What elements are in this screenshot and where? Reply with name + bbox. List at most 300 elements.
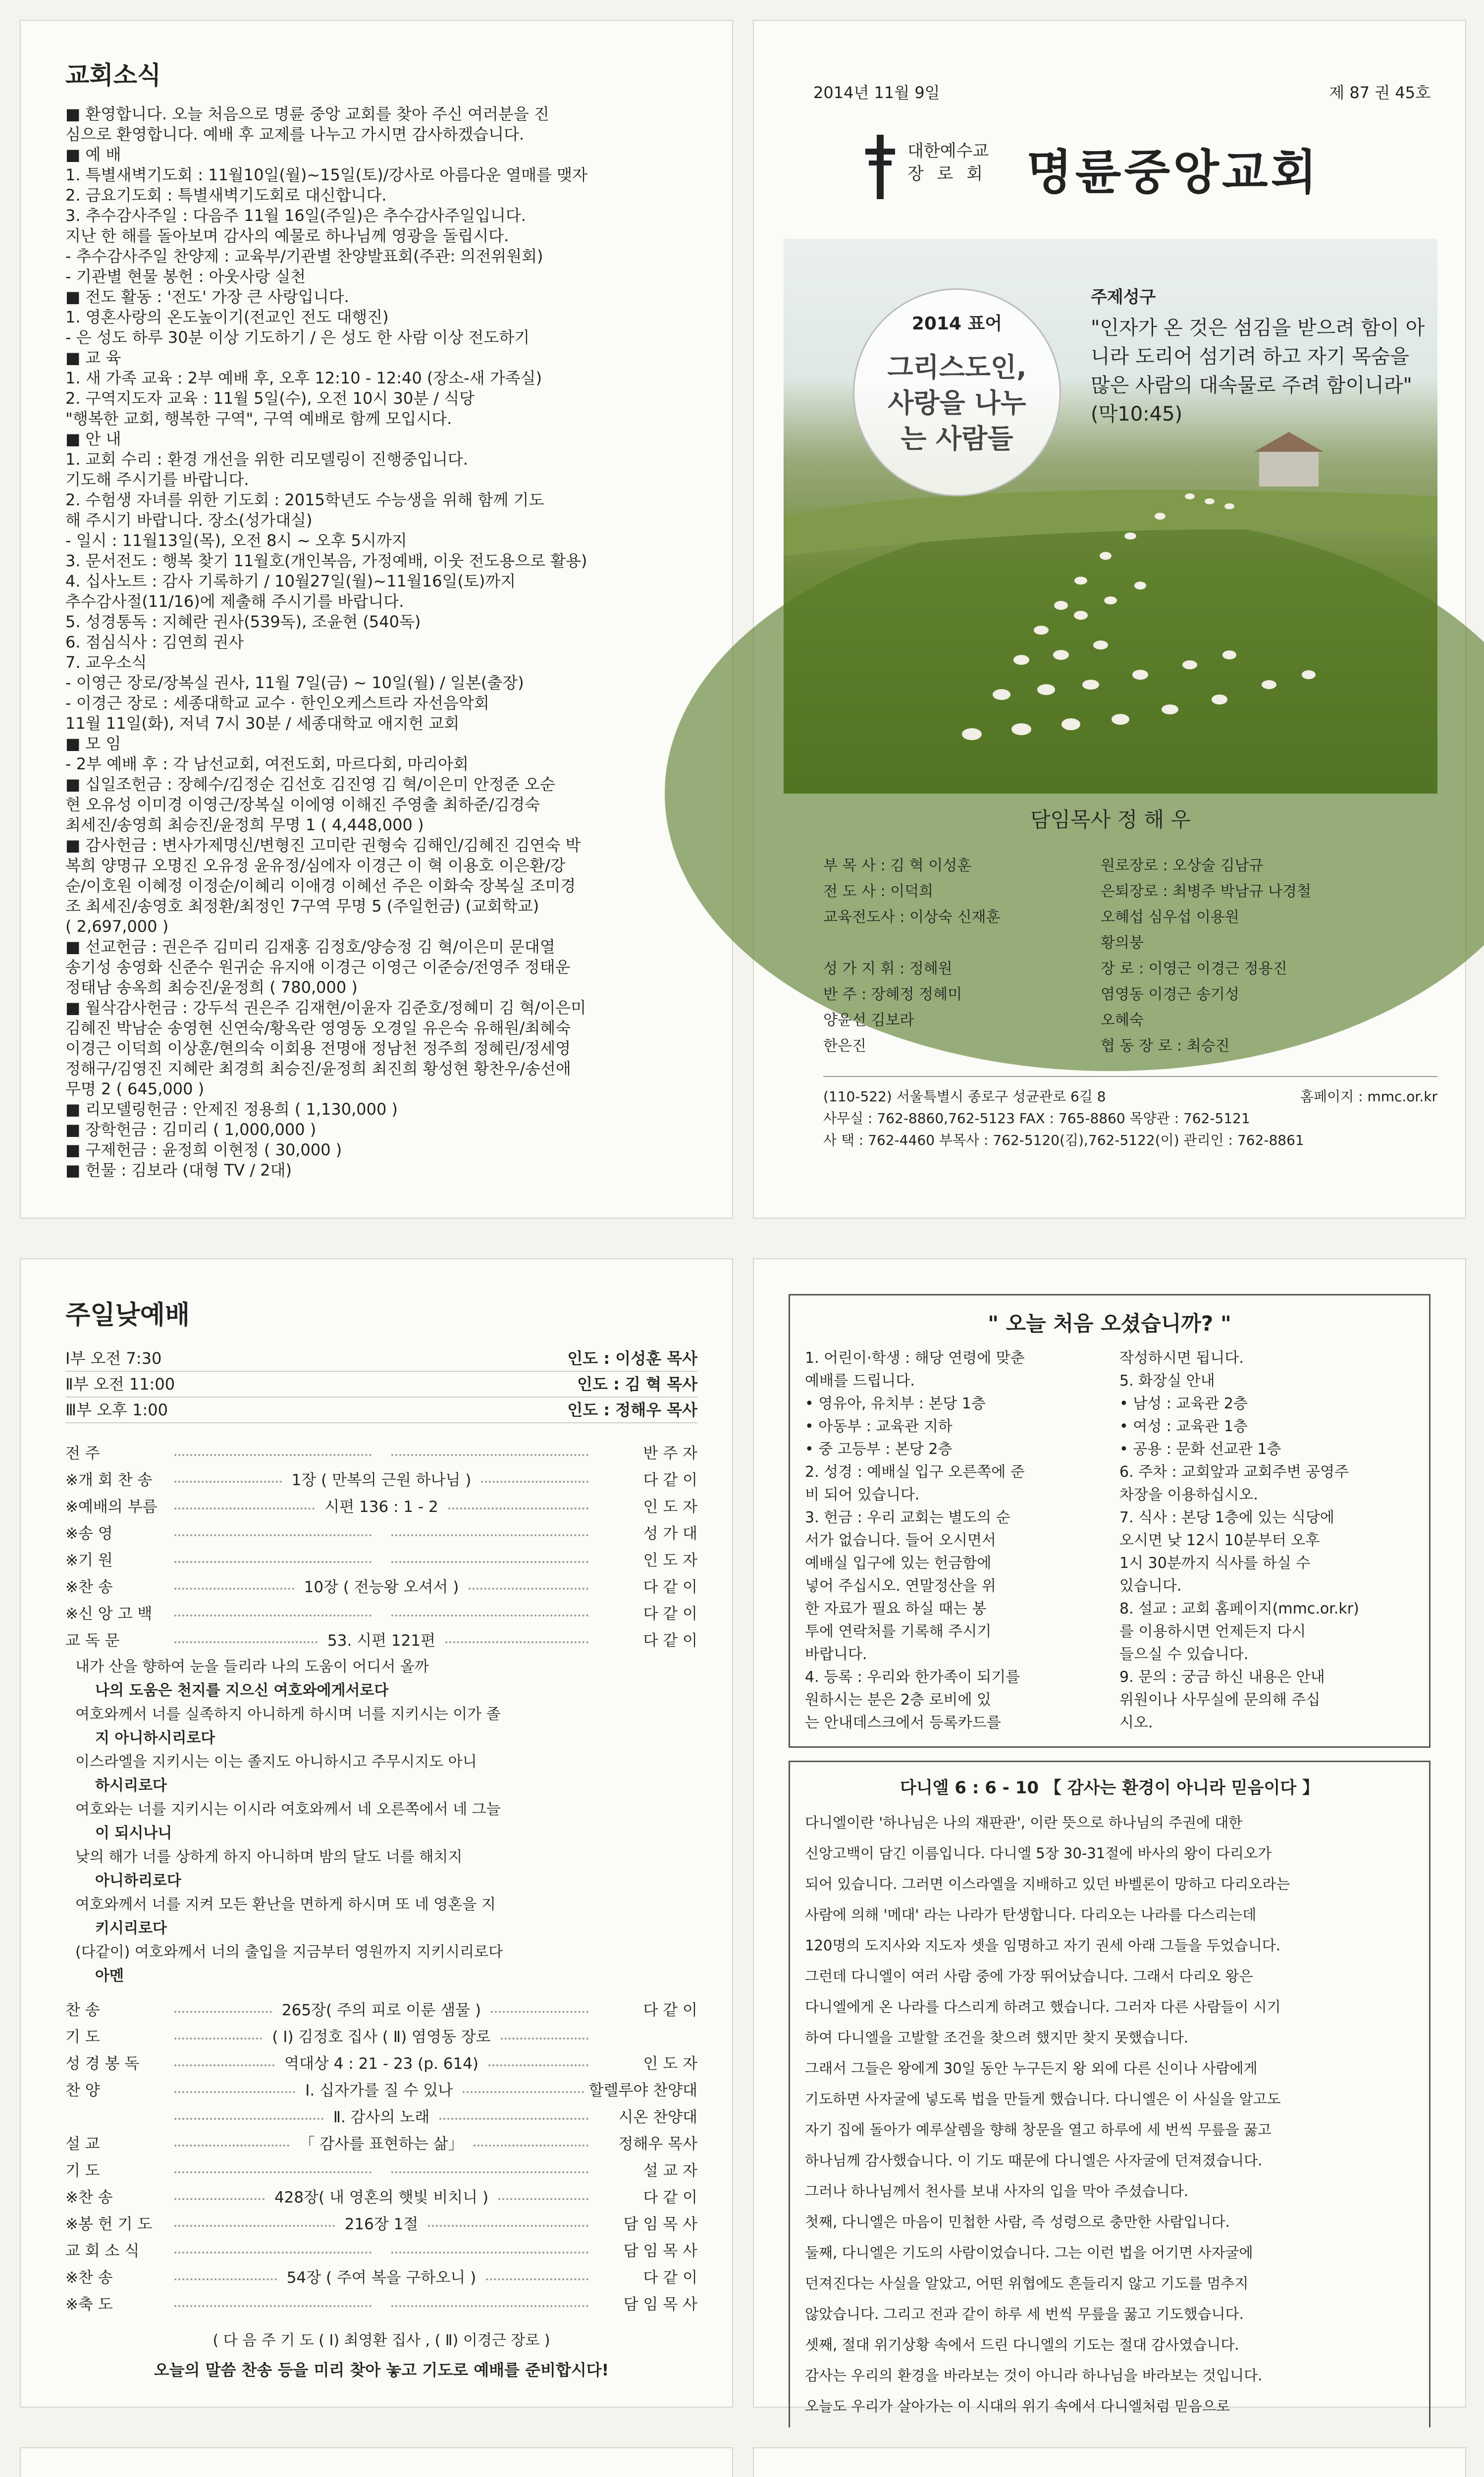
order-item: ※축 도 (65, 2296, 113, 2314)
responsive-line: 내가 산을 향하여 눈을 들리라 나의 도움이 어디서 올까 (75, 1658, 429, 1675)
church-news-line: 심으로 환영합니다. 예배 후 교제를 나누고 가시면 감사하겠습니다. (65, 125, 525, 144)
church-news-line: ■ 모 임 (65, 734, 121, 753)
church-news-line: ■ 장학헌금 : 김미리 ( 1,000,000 ) (65, 1120, 317, 1139)
church-news-line: ■ 월삭감사헌금 : 강두석 권은주 김재현/이윤자 김준호/정혜미 김 혁/이은미 (65, 998, 586, 1017)
church-news-line: - 2부 예배 후 : 각 남선교회, 여전도회, 마르다회, 마리아회 (65, 754, 469, 773)
welcome-item: 바랍니다. (805, 1646, 867, 1663)
church-news-line: 1. 교회 수리 : 환경 개선을 위한 리모델링이 진행중입니다. (65, 450, 468, 469)
order-item: 전 주 (65, 1445, 100, 1462)
church-news-line: ■ 선교헌금 : 권은주 김미리 김재홍 김정호/양승정 김 혁/이은미 문대열 (65, 937, 555, 956)
denomination-line2: 장 로 회 (907, 164, 987, 184)
welcome-item: 9. 문의 : 궁금 하신 내용은 안내 (1119, 1669, 1325, 1686)
order-row (65, 1543, 697, 1570)
responsive-reading (75, 1655, 697, 1988)
responsive-line: 아니하리로다 (95, 1872, 181, 1889)
sunday-worship-title: 주일낮예배 (65, 1300, 190, 1330)
sermon-line: 셋째, 절대 위기상황 속에서 드린 다니엘의 기도는 절대 감사였습니다. (805, 2336, 1239, 2353)
welcome-item: • 공용 : 문화 선교관 1층 (1119, 1441, 1281, 1458)
leader-dots (391, 2252, 588, 2254)
order-of-worship-1 (65, 1436, 697, 1650)
order-item: 설 교 (65, 2135, 100, 2153)
responsive-line: 여호와께서 너를 실족하지 아니하게 하시며 너를 지키시는 이가 졸 (75, 1706, 501, 1723)
welcome-item: 8. 설교 : 교회 홈페이지(mmc.or.kr) (1119, 1600, 1359, 1617)
order-item: 교 독 문 (65, 1632, 120, 1650)
welcome-item: 4. 등록 : 우리와 한가족이 되기를 (805, 1669, 1020, 1686)
bulletin-sheet-2 (0, 1238, 1484, 2427)
order-person: 시온 찬양대 (618, 2108, 697, 2126)
church-news-line: 기도해 주시기를 바랍니다. (65, 470, 249, 489)
church-news-line: 1. 새 가족 교육 : 2부 예배 후, 오후 12:10 - 12:40 (장소-새 가족실) (65, 369, 542, 387)
order-item: ※신 앙 고 백 (65, 1605, 153, 1623)
welcome-item: 1. 어린이·학생 : 해당 연령에 맞춘 (805, 1349, 1025, 1367)
order-detail: 1장 ( 만복의 근원 하나님 ) (291, 1471, 472, 1489)
order-row (65, 2154, 697, 2180)
church-news-line: ■ 헌물 : 김보라 (대형 TV / 2대) (65, 1161, 292, 1180)
order-person: 할렐루야 찬양대 (588, 2082, 697, 2100)
order-detail: 역대상 4 : 21 - 23 (p. 614) (284, 2055, 478, 2073)
leader-dots (174, 2118, 323, 2120)
leader-dots (391, 1561, 588, 1563)
church-news-line: - 일시 : 11월13일(목), 오전 8시 ~ 오후 5시까지 (65, 531, 407, 550)
leader-dots (174, 2011, 272, 2013)
church-news-line: 해 주시기 바랍니다. 장소(성가대실) (65, 511, 313, 530)
order-row (65, 2127, 697, 2154)
leader-dots (488, 2064, 588, 2066)
order-detail: 428장( 내 영혼의 햇빛 비치니 ) (274, 2189, 489, 2207)
welcome-left-list (805, 1347, 1100, 1734)
church-homepage: 홈페이지 : mmc.or.kr (1300, 1088, 1437, 1105)
leader-dots (469, 1588, 588, 1590)
order-detail: Ⅰ. 십자가를 질 수 있나 (305, 2082, 453, 2100)
order-row (65, 1463, 697, 1490)
order-item: ※예배의 부름 (65, 1498, 158, 1516)
responsive-line: 지 아니하시리로다 (95, 1729, 215, 1747)
staff-left: 성 가 지 휘 : 정혜원 (823, 960, 953, 977)
sermon-line: 신앙고백이 담긴 이름입니다. 다니엘 5장 30-31절에 바사의 왕이 다리오가 (805, 1845, 1272, 1862)
church-news-line: 6. 점심식사 : 김연희 권사 (65, 633, 244, 651)
staff-list (823, 853, 1418, 1059)
welcome-item: 한 자료가 필요 하실 때는 봉 (805, 1600, 987, 1617)
order-person: 다 같 이 (643, 1632, 698, 1650)
church-news-line: 2. 수험생 자녀를 위한 기도회 : 2015학년도 수능생을 위해 함께 기도 (65, 490, 544, 509)
sermon-line: 하나님께 감사했습니다. 이 기도 때문에 다니엘은 사자굴에 던져졌습니다. (805, 2152, 1263, 2169)
welcome-item: 를 이용하시면 언제든지 다시 (1119, 1623, 1306, 1640)
leader-dots (491, 2011, 588, 2013)
staff-row (823, 982, 1418, 1008)
order-person: 설 교 자 (643, 2162, 697, 2180)
leader-dots (174, 1641, 318, 1643)
order-item: ※개 회 찬 송 (65, 1471, 153, 1489)
responsive-line: 이 되시나니 (95, 1825, 172, 1842)
welcome-item: 2. 성경 : 예배실 입구 오른쪽에 준 (805, 1463, 1025, 1481)
leader-dots (391, 1534, 588, 1536)
staff-right: 염영동 이경근 송기성 (1101, 986, 1239, 1003)
leader-dots (439, 2118, 588, 2120)
leader-dots (445, 1641, 588, 1643)
sermon-line: 다니엘에게 온 나라를 다스리게 하려고 했습니다. 그러자 다른 사람들이 시기 (805, 1998, 1281, 2015)
staff-left: 부 목 사 : 김 혁 이성훈 (823, 857, 972, 874)
responsive-line: (다같이) 여호와께서 너의 출입을 지금부터 영원까지 지키시리로다 (75, 1943, 503, 1961)
service-row (65, 1398, 697, 1423)
welcome-item: 투에 연락처를 기록해 주시기 (805, 1623, 992, 1640)
welcome-item: 5. 화장실 안내 (1119, 1372, 1215, 1390)
church-news-line: ■ 리모델링헌금 : 안제진 정용희 ( 1,130,000 ) (65, 1100, 398, 1119)
leader-dots (174, 1454, 371, 1456)
senior-pastor: 담임목사 정 해 우 (1030, 808, 1191, 832)
leader-dots (174, 1588, 294, 1590)
responsive-line: 여호와는 너를 지키시는 이시라 여호와께서 네 오른쪽에서 네 그늘 (75, 1801, 501, 1818)
responsive-line: 여호와께서 너를 지켜 모든 환난을 면하게 하시며 또 네 영혼을 지 (75, 1896, 496, 1913)
church-news-line: 현 오유성 이미경 이영근/장복실 이에영 이해진 주영출 최하준/김경숙 (65, 795, 540, 814)
staff-left: 교육전도사 : 이상숙 신재훈 (823, 909, 1001, 926)
order-detail: 시편 136 : 1 - 2 (324, 1498, 438, 1516)
welcome-item: 예배를 드립니다. (805, 1372, 915, 1390)
church-news-line: 최세진/송영희 최승진/윤정희 무명 1 ( 4,448,000 ) (65, 815, 424, 834)
next-week-prayer: ( 다 음 주 기 도 ( Ⅰ) 최영환 집사 , ( Ⅱ) 이경근 장로 ) (212, 2332, 550, 2349)
welcome-item: 원하시는 분은 2층 로비에 있 (805, 1691, 992, 1709)
church-news-line: 4. 십사노트 : 감사 기록하기 / 10월27일(월)~11월16일(토)까지 (65, 572, 516, 591)
motto-year: 2014 표어 (911, 314, 1003, 334)
staff-right: 협 동 장 로 : 최승진 (1101, 1037, 1230, 1055)
order-row (65, 2100, 697, 2127)
responsive-line: 이스라엘을 지키시는 이는 졸지도 아니하시고 주무시지도 아니 (75, 1753, 477, 1771)
service-leader: 인도 : 이성훈 목사 (567, 1349, 697, 1368)
church-news-line: - 기관별 현물 봉헌 : 아웃사랑 실천 (65, 267, 306, 286)
church-news-list (65, 104, 702, 1181)
staff-right: 오혜섭 심우섭 이용원 (1101, 909, 1239, 926)
church-news-line: 5. 성경통독 : 지혜란 권사(539독), 조윤현 (540독) (65, 612, 421, 631)
welcome-item: 비 되어 있습니다. (805, 1486, 920, 1504)
church-news-line: 조 최세진/송영호 최정환/최정인 7구역 무명 5 (주일헌금) (교회학교) (65, 897, 539, 915)
order-item: ※봉 헌 기 도 (65, 2215, 153, 2233)
church-news-line: ■ 안 내 (65, 430, 121, 448)
sermon-line: 그러나 하나님께서 천사를 보내 사자의 입을 막아 주셨습니다. (805, 2183, 1189, 2200)
welcome-item: • 중 고등부 : 본당 2층 (805, 1441, 953, 1458)
service-leader: 인도 : 정해우 목사 (567, 1400, 697, 1419)
order-of-worship-2 (65, 1993, 697, 2314)
leader-dots (448, 1508, 588, 1509)
order-row (65, 1623, 697, 1650)
order-detail: ( Ⅰ) 김정호 집사 ( Ⅱ) 염영동 장로 (272, 2028, 491, 2046)
leader-dots (174, 2145, 289, 2147)
responsive-line: 아멘 (95, 1967, 124, 1985)
church-news-line: 지난 한 해를 돌아보며 감사의 예물로 하나님께 영광을 돌립시다. (65, 226, 509, 245)
staff-right: 장 로 : 이영근 이경근 정용진 (1101, 960, 1287, 977)
church-news-line: 송기성 송영화 신준수 원귀순 유지애 이경근 이영근 이준승/전영주 정태운 (65, 958, 571, 976)
leader-dots (501, 2038, 588, 2040)
sermon-line: 그런데 다니엘이 여러 사람 중에 가장 뛰어났습니다. 그래서 다리오 왕은 (805, 1968, 1253, 1985)
sermon-summary-title: 다니엘 6 : 6 - 10 【 감사는 환경이 아니라 믿음이다 】 (900, 1778, 1320, 1798)
leader-dots (481, 1481, 588, 1483)
leader-dots (174, 1615, 371, 1616)
welcome-item: 1시 30분까지 식사를 하실 수 (1119, 1555, 1311, 1572)
order-person: 담 임 목 사 (623, 2296, 697, 2314)
sermon-line: 기도하면 사자굴에 넣도록 법을 만들게 했습니다. 다니엘은 이 사실을 알고도 (805, 2091, 1281, 2107)
church-news-line: 3. 추수감사주일 : 다음주 11월 16일(주일)은 추수감사주일입니다. (65, 206, 526, 225)
church-name: 명륜중앙교회 (1026, 145, 1320, 200)
leader-dots (174, 1534, 371, 1536)
staff-left (823, 930, 1101, 956)
sermon-line: 첫째, 다니엘은 마음이 민첩한 사람, 즉 성령으로 충만한 사람입니다. (805, 2213, 1230, 2230)
welcome-item: 작성하시면 됩니다. (1119, 1349, 1244, 1367)
sermon-line: 다니엘이란 '하나님은 나의 재판관', 이란 뜻으로 하나님의 주권에 대한 (805, 1814, 1243, 1831)
service-part: Ⅰ부 오전 7:30 (65, 1349, 162, 1368)
church-news-line: ■ 감사헌금 : 변사가제명신/변형진 고미란 권형숙 김해인/김혜진 김연숙 박 (65, 836, 581, 855)
sermon-line: 던져진다는 사실을 알았고, 어떤 위협에도 흔들리지 않고 기도를 멈추지 (805, 2275, 1249, 2292)
theme-verse: "인자가 온 것은 섬김을 받으려 함이 아니라 도리어 섬기려 하고 자기 목숨을 많은 사람의 대속물로 주려 함이니라" (막10:45) (1091, 317, 1425, 426)
welcome-item: • 아동부 : 교육관 지하 (805, 1418, 953, 1435)
order-item: 찬 양 (65, 2082, 100, 2100)
staff-right: 오혜숙 (1101, 1012, 1144, 1029)
staff-row (823, 879, 1418, 905)
church-news-line: - 추수감사주일 찬양제 : 교육부/기관별 찬양발표회(주관: 의전위원회) (65, 247, 543, 266)
welcome-item: 넣어 주십시오. 연말정산을 위 (805, 1577, 996, 1595)
sermon-line: 120명의 도지사와 지도자 셋을 임명하고 자기 권세 아래 그들을 두었습니다. (805, 1937, 1280, 1954)
church-news-line: - 은 성도 하루 30분 이상 기도하기 / 은 성도 한 사람 이상 전도하기 (65, 328, 530, 347)
church-news-line: 7. 교우소식 (65, 653, 147, 672)
order-row (65, 2020, 697, 2046)
leader-dots (174, 2225, 335, 2227)
responsive-line: 키시리로다 (95, 1920, 167, 1937)
bulletin-sheet-3 (0, 2427, 1484, 2477)
bulletin-date: 2014년 11월 9일 (813, 83, 940, 102)
welcome-item: 3. 헌금 : 우리 교회는 별도의 순 (805, 1509, 1010, 1526)
church-news-line: 3. 문서전도 : 행복 찾기 11월호(개인복음, 가정예배, 이웃 전도용으로 활용) (65, 551, 587, 570)
order-item: 기 도 (65, 2028, 100, 2046)
order-row (65, 2180, 697, 2207)
leader-dots (391, 1615, 588, 1616)
staff-row (823, 1008, 1418, 1033)
welcome-item: • 영유아, 유치부 : 본당 1층 (805, 1395, 986, 1412)
sermon-line: 오늘도 우리가 살아가는 이 시대의 위기 속에서 다니엘처럼 믿음으로 (805, 2398, 1230, 2415)
sunday-worship-panel (20, 1258, 733, 2408)
weekday-worship-panel (20, 2447, 733, 2477)
bulletin-sheet-1 (0, 0, 1484, 1238)
order-row (65, 2287, 697, 2314)
order-row (65, 2046, 697, 2073)
church-news-line: 무명 2 ( 645,000 ) (65, 1079, 205, 1098)
motto-badge (853, 288, 1061, 496)
welcome-item: 오시면 낮 12시 10분부터 오후 (1119, 1532, 1320, 1549)
order-person: 인 도 자 (643, 1498, 698, 1516)
order-row (65, 1597, 697, 1623)
sermon-line: 둘째, 다니엘은 기도의 사람이었습니다. 그는 이런 법을 어기면 사자굴에 (805, 2244, 1253, 2261)
church-news-line: "행복한 교회, 행복한 구역", 구역 예배로 함께 모입시다. (65, 409, 452, 428)
church-news-line: ■ 전도 활동 : '전도' 가장 큰 사랑입니다. (65, 287, 349, 306)
leader-dots (174, 2252, 371, 2254)
leader-dots (174, 1481, 282, 1483)
leader-dots (428, 2225, 588, 2227)
order-person: 담 임 목 사 (623, 2215, 698, 2233)
staff-left: 양윤선 김보라 (823, 1012, 914, 1029)
church-news-line: 11월 11일(화), 저녁 7시 30분 / 세종대학교 애지헌 교회 (65, 714, 460, 733)
staff-left: 한은진 (823, 1037, 866, 1055)
sermon-line: 하여 다니엘을 고발할 조건을 찾으려 했지만 찾지 못했습니다. (805, 2029, 1189, 2046)
leader-dots (486, 2278, 588, 2280)
staff-row (823, 853, 1418, 879)
staff-right: 황의붕 (1101, 934, 1144, 952)
staff-row (823, 930, 1418, 956)
welcome-item: 6. 주차 : 교회앞과 교회주변 공영주 (1119, 1463, 1349, 1481)
church-news-line: ■ 구제헌금 : 윤정희 이현정 ( 30,000 ) (65, 1140, 342, 1159)
leader-dots (174, 1561, 371, 1563)
staff-right: 은퇴장로 : 최병주 박남규 나경철 (1101, 883, 1311, 900)
leader-dots (391, 1454, 588, 1456)
order-detail: 216장 1절 (344, 2215, 419, 2233)
church-news-line: ■ 환영합니다. 오늘 처음으로 명륜 중앙 교회를 찾아 주신 여러분을 진 (65, 105, 549, 123)
leader-dots (498, 2198, 588, 2200)
leader-dots (391, 2305, 588, 2307)
leader-dots (174, 2278, 277, 2280)
leader-dots (174, 2091, 295, 2093)
order-item: ※찬 송 (65, 2269, 113, 2287)
order-item: ※기 원 (65, 1552, 113, 1569)
service-times (65, 1346, 697, 1423)
staff-right: 원로장로 : 오상술 김남규 (1101, 857, 1264, 874)
denomination-cross-icon (863, 135, 898, 199)
staff-row (823, 905, 1418, 930)
order-item: 찬 송 (65, 2001, 100, 2019)
order-person: 반 주 자 (643, 1445, 697, 1462)
leader-dots (474, 2145, 588, 2147)
order-row (65, 1993, 697, 2020)
sermon-line: 되어 있습니다. 그러면 이스라엘을 지배하고 있던 바벨론이 망하고 다리오라는 (805, 1876, 1290, 1892)
staff-left: 반 주 : 장혜정 정혜미 (823, 986, 962, 1003)
leader-dots (174, 2064, 274, 2066)
sermon-line: 그래서 그들은 왕에게 30일 동안 누구든지 왕 외에 다른 신이나 사람에게 (805, 2060, 1258, 2077)
responsive-line: 하시리로다 (95, 1777, 167, 1794)
welcome-item: 위원이나 사무실에 문의해 주십 (1119, 1691, 1321, 1709)
church-news-line: 김혜진 박남순 송영현 신연숙/황옥란 영영동 오경일 유은숙 유해원/최혜숙 (65, 1019, 571, 1037)
welcome-item: 시오. (1119, 1714, 1153, 1731)
order-person: 인 도 자 (643, 1552, 697, 1569)
order-row (65, 2234, 697, 2261)
church-news-line: - 이영근 장로/장복실 권사, 11월 7일(금) ~ 10일(월) / 일본(출장) (65, 673, 524, 692)
order-person: 담 임 목 사 (623, 2242, 697, 2260)
theme-verse-label: 주제성구 (1091, 287, 1156, 307)
motto-text: 그리스도인, 사랑을 나누는 사람들 (887, 352, 1027, 454)
denomination-line1: 대한예수교 (907, 141, 989, 161)
order-detail: 「 감사를 표현하는 삶」 (299, 2135, 464, 2153)
leader-dots (174, 2171, 371, 2173)
church-news-line: ■ 예 배 (65, 145, 121, 164)
church-news-line: 추수감사절(11/16)에 제출해 주시기를 바랍니다. (65, 592, 404, 611)
church-news-line: ■ 십일조헌금 : 장혜수/김정순 김선호 김진영 김 혁/이은미 안정준 오순 (65, 775, 555, 794)
staff-row (823, 956, 1418, 982)
order-person: 다 같 이 (643, 1471, 698, 1489)
service-leader: 인도 : 김 혁 목사 (577, 1375, 697, 1394)
welcome-item: 서가 없습니다. 들어 오시면서 (805, 1532, 996, 1549)
church-news-line: - 이경근 장로 : 세종대학교 교수 · 한인오케스트라 자선음악회 (65, 694, 489, 712)
order-item: 성 경 봉 독 (65, 2055, 140, 2073)
order-person: 인 도 자 (643, 2055, 698, 2073)
welcome-item: • 남성 : 교육관 2층 (1119, 1395, 1248, 1412)
church-news-line: 2. 구역지도자 교육 : 11월 5일(수), 오전 10시 30분 / 식당 (65, 389, 475, 408)
order-detail: Ⅱ. 감사의 노래 (333, 2108, 430, 2126)
order-detail: 54장 ( 주여 복을 구하오니 ) (286, 2269, 477, 2287)
leader-dots (174, 2305, 371, 2307)
staff-left: 전 도 사 : 이덕희 (823, 883, 934, 900)
responsive-line: 낮의 해가 너를 상하게 하지 아니하며 밤의 달도 너를 해치지 (75, 1848, 463, 1866)
leader-dots (174, 2038, 262, 2040)
order-person: 정해우 목사 (618, 2135, 698, 2153)
church-news-title: 교회소식 (65, 61, 161, 90)
service-row (65, 1372, 697, 1398)
church-news-line: 2. 금요기도회 : 특별새벽기도회로 대신합니다. (65, 186, 387, 205)
church-news-line: 1. 영혼사랑의 온도높이기(전교인 전도 대행진) (65, 308, 389, 326)
order-detail: 265장( 주의 피로 이룬 샘물 ) (281, 2001, 481, 2019)
order-person: 다 같 이 (643, 2001, 697, 2019)
church-news-line: 정해구/김영진 지혜란 최경희 최승진/윤정희 최진희 황성현 황찬우/송선애 (65, 1059, 571, 1078)
welcome-item: 있습니다. (1119, 1577, 1182, 1595)
leader-dots (174, 2198, 265, 2200)
order-item: ※찬 송 (65, 2189, 113, 2207)
sermon-line: 사람에 의해 '메대' 라는 나라가 탄생합니다. 다리오는 나라를 다스리는데 (805, 1906, 1257, 1923)
welcome-item: • 여성 : 교육관 1층 (1119, 1418, 1248, 1435)
order-person: 다 같 이 (643, 2269, 698, 2287)
cover-panel (753, 20, 1466, 1219)
sermon-line: 감사는 우리의 환경을 바라보는 것이 아니라 하나님을 바라보는 것입니다. (805, 2367, 1263, 2384)
leader-dots (391, 2171, 588, 2173)
schedule-panel (753, 2447, 1466, 2477)
leader-dots (463, 2091, 583, 2093)
order-row (65, 2207, 697, 2234)
welcome-item: 예배실 입구에 있는 헌금함에 (805, 1555, 992, 1572)
order-detail: 53. 시편 121편 (327, 1632, 436, 1650)
bulletin-issue: 제 87 권 45호 (1329, 83, 1431, 102)
service-part: Ⅱ부 오전 11:00 (65, 1375, 175, 1394)
church-news-line: 복희 양명규 오명진 오유정 윤유정/심에자 이경근 이 혁 이용호 이은환/강 (65, 856, 566, 875)
church-news-line: 정태남 송옥희 최승진/윤정희 ( 780,000 ) (65, 978, 358, 997)
welcome-item: 들으실 수 있습니다. (1119, 1646, 1249, 1663)
welcome-title: " 오늘 처음 오셨습니까? " (988, 1311, 1231, 1336)
welcome-panel (753, 1258, 1466, 2415)
worship-footer-note: 오늘의 말씀 찬송 등을 미리 찾아 놓고 기도로 예배를 준비합시다! (154, 2361, 609, 2379)
order-row (65, 1570, 697, 1597)
order-row (65, 1436, 697, 1463)
phone-numbers-1: 사무실 : 762-8860,762-5123 FAX : 765-8860 목양관 : 762-5121 (823, 1110, 1250, 1127)
welcome-right-list (1119, 1347, 1414, 1734)
order-row (65, 2073, 697, 2100)
church-news-line: 1. 특별새벽기도회 : 11월10일(월)~15일(토)/강사로 아름다운 열매를 맺자 (65, 165, 587, 184)
church-address: (110-522) 서울특별시 종로구 성균관로 6길 8 (823, 1088, 1106, 1105)
order-person: 다 같 이 (643, 1578, 697, 1596)
order-item: ※찬 송 (65, 1578, 113, 1596)
order-person: 다 같 이 (643, 2189, 697, 2207)
church-news-panel (20, 20, 733, 1219)
order-item: 교 회 소 식 (65, 2242, 140, 2260)
leader-dots (174, 1508, 315, 1509)
order-detail: 10장 ( 전능왕 오셔서 ) (304, 1578, 459, 1596)
order-row (65, 2261, 697, 2287)
church-news-line: 이경근 이덕희 이상훈/현의숙 이회용 전명애 정남천 정주희 정혜린/정세영 (65, 1039, 571, 1058)
sermon-summary-text (805, 1807, 1414, 2477)
order-person: 성 가 대 (643, 1525, 697, 1543)
order-item: ※송 영 (65, 1525, 113, 1543)
order-item: 기 도 (65, 2162, 100, 2180)
sermon-line: 않았습니다. 그리고 전과 같이 하루 세 번씩 무릎을 꿇고 기도했습니다. (805, 2306, 1244, 2322)
staff-row (823, 1033, 1418, 1059)
sermon-line: 자기 집에 돌아가 예루살렘을 향해 창문을 열고 하루에 세 번씩 무릎을 꿇고 (805, 2121, 1272, 2138)
church-news-line: ( 2,697,000 ) (65, 917, 169, 936)
welcome-item: 7. 식사 : 본당 1층에 있는 식당에 (1119, 1509, 1334, 1526)
responsive-line: 나의 도움은 천지를 지으신 여호와에게서로다 (95, 1682, 389, 1699)
order-row (65, 1490, 697, 1516)
phone-numbers-2: 사 택 : 762-4460 부목사 : 762-5120(김),762-5122(이) 관리인 : 762-8861 (823, 1132, 1304, 1148)
church-news-line: ■ 교 육 (65, 348, 121, 367)
service-part: Ⅲ부 오후 1:00 (65, 1400, 168, 1419)
welcome-item: 는 안내데스크에서 등록카드를 (805, 1714, 1001, 1731)
